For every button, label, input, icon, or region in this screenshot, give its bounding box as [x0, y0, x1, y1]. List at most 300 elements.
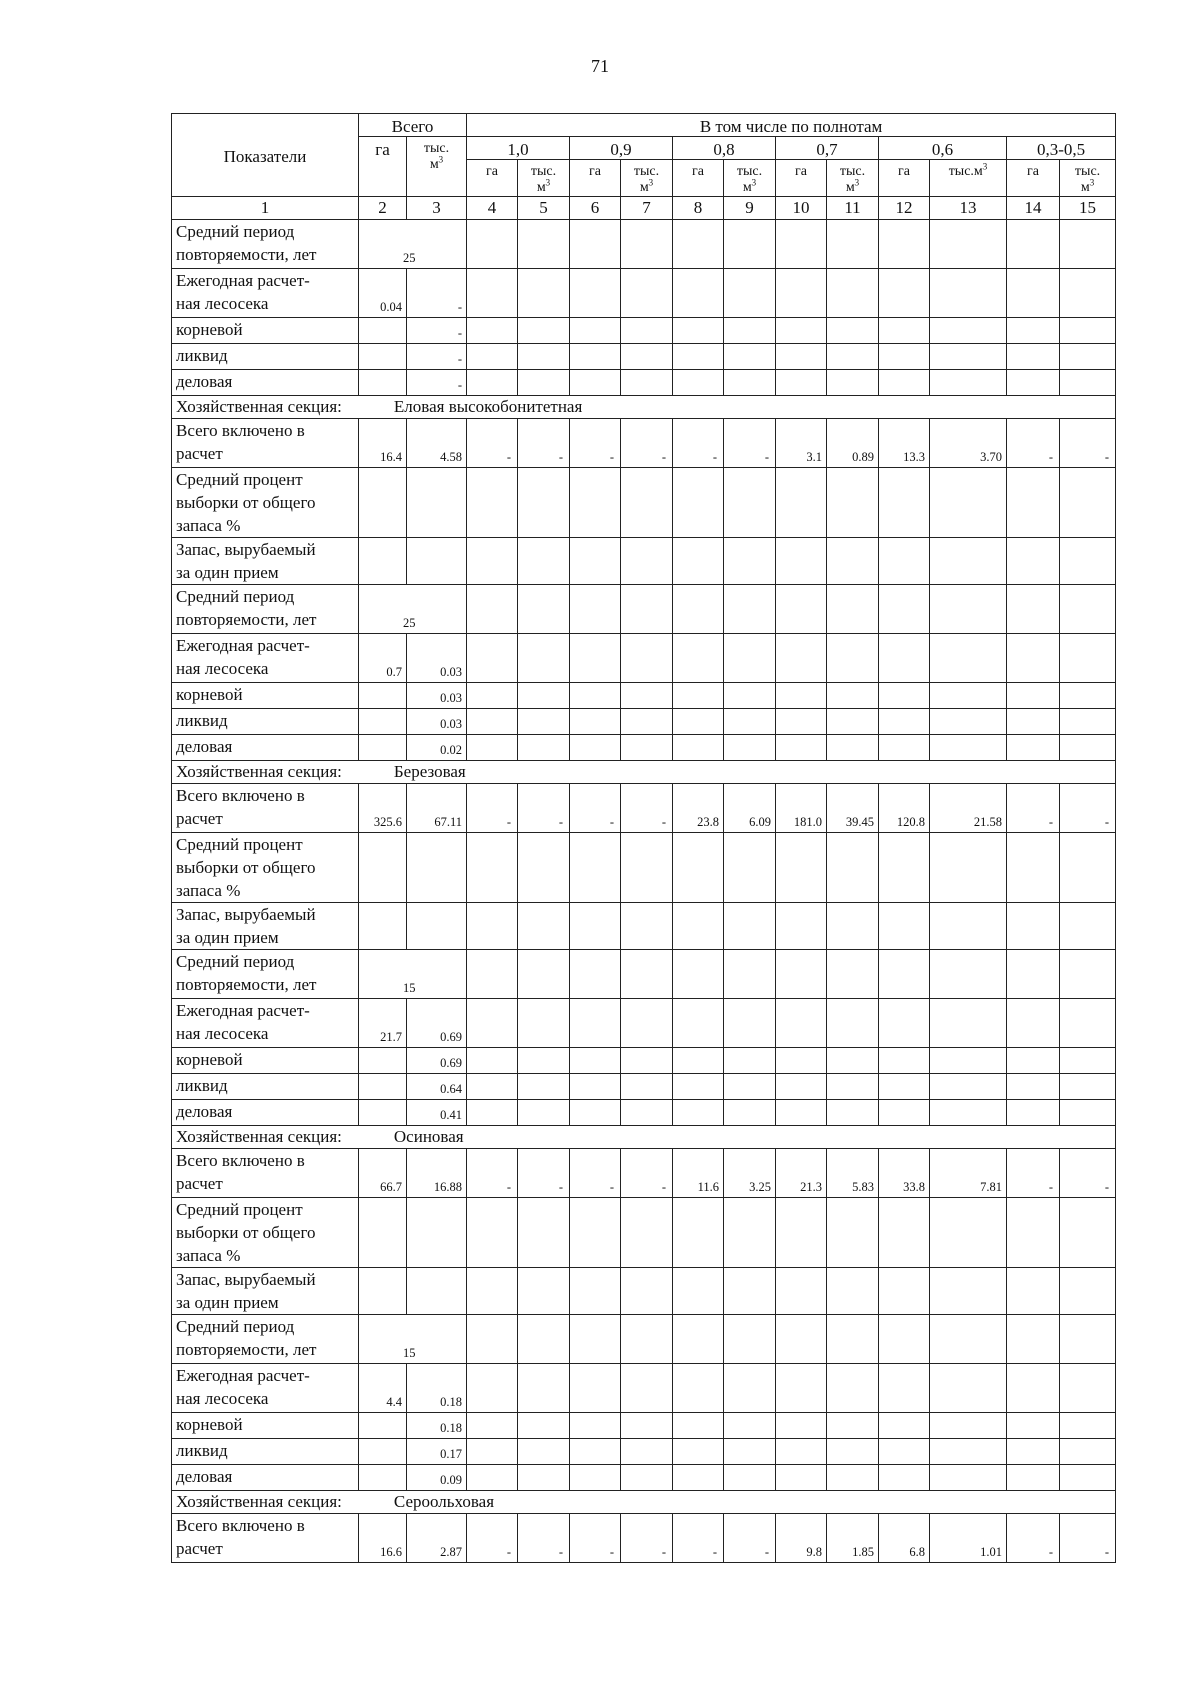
empty-cell [621, 1198, 673, 1268]
table-body [172, 220, 1116, 1563]
empty-cell [724, 1413, 776, 1439]
empty-cell [518, 318, 570, 344]
empty-cell [1007, 1100, 1060, 1126]
empty-cell [776, 833, 827, 903]
value-cell: - [724, 419, 776, 468]
value-cell: - [621, 784, 673, 833]
section-name: Березовая [393, 762, 466, 781]
period-row [172, 950, 1116, 999]
empty-cell [776, 999, 827, 1048]
empty-cell [518, 709, 570, 735]
empty-cell [673, 344, 724, 370]
empty-cell [570, 903, 621, 950]
value-cell: 6.09 [724, 784, 776, 833]
empty-cell [827, 468, 879, 538]
empty-cell [930, 1413, 1007, 1439]
period-row [172, 1315, 1116, 1364]
empty-cell [570, 735, 621, 761]
empty-cell [621, 585, 673, 634]
value-cell: 11.6 [673, 1149, 724, 1198]
empty-cell [879, 1198, 930, 1268]
empty-cell [776, 370, 827, 396]
empty-cell [518, 1074, 570, 1100]
empty-cell [827, 1100, 879, 1126]
empty-cell [879, 735, 930, 761]
empty-cell [776, 735, 827, 761]
unit-ha: га [776, 160, 827, 197]
column-number: 14 [1007, 197, 1060, 220]
row-label: Ежегодная расчет- ная лесосека [172, 269, 359, 318]
empty-cell [930, 1465, 1007, 1491]
empty-cell [724, 538, 776, 585]
empty-cell [518, 1198, 570, 1268]
empty-cell [879, 370, 930, 396]
empty-cell [879, 634, 930, 683]
empty-cell [570, 1198, 621, 1268]
forest-table [171, 113, 1116, 1563]
empty-cell [930, 344, 1007, 370]
row-label: Ежегодная расчет- ная лесосека [172, 999, 359, 1048]
value-cell: - [570, 1514, 621, 1563]
period-row [172, 585, 1116, 634]
empty-cell [930, 1198, 1007, 1268]
empty-cell [407, 1268, 467, 1315]
empty-cell [407, 1198, 467, 1268]
value-cell: 15 [359, 1315, 467, 1364]
empty-cell [776, 538, 827, 585]
header-density-2: 0,9 [570, 137, 673, 160]
header-total-m3: тыс. $м^3$ [407, 137, 467, 197]
empty-cell [1060, 735, 1116, 761]
column-numbers-row [172, 197, 1116, 220]
value-cell: - [1060, 1149, 1116, 1198]
empty-cell [673, 634, 724, 683]
empty-cell [1007, 1465, 1060, 1491]
empty-cell [359, 318, 407, 344]
section-label: Хозяйственная секция: [176, 397, 342, 416]
row-label: корневой [172, 683, 359, 709]
empty-cell [930, 903, 1007, 950]
annual-cut-row [172, 634, 1116, 683]
empty-cell [621, 634, 673, 683]
value-cell: 25 [359, 220, 467, 269]
empty-cell [1060, 683, 1116, 709]
empty-cell [570, 538, 621, 585]
section-header-row [172, 1126, 1116, 1149]
value-cell: - [570, 419, 621, 468]
empty-cell [621, 999, 673, 1048]
empty-cell [1007, 1074, 1060, 1100]
empty-cell [1060, 269, 1116, 318]
empty-cell [724, 709, 776, 735]
empty-cell [827, 318, 879, 344]
empty-cell [621, 318, 673, 344]
empty-cell [930, 1439, 1007, 1465]
empty-cell [518, 344, 570, 370]
value-cell: 4.58 [407, 419, 467, 468]
stock-row [172, 538, 1116, 585]
value-cell: 7.81 [930, 1149, 1007, 1198]
value-cell: 21.3 [776, 1149, 827, 1198]
row-label: ликвид [172, 1074, 359, 1100]
empty-cell [1060, 1465, 1116, 1491]
empty-cell [879, 538, 930, 585]
empty-cell [776, 1100, 827, 1126]
empty-cell [359, 1465, 407, 1491]
empty-cell [776, 468, 827, 538]
empty-cell [879, 1268, 930, 1315]
column-number: 10 [776, 197, 827, 220]
empty-cell [467, 1465, 518, 1491]
empty-cell [879, 220, 930, 269]
header-total: Всего [359, 114, 467, 137]
empty-cell [570, 1074, 621, 1100]
value-cell: 0.7 [359, 634, 407, 683]
value-cell: 325.6 [359, 784, 407, 833]
value-cell: 0.41 [407, 1100, 467, 1126]
empty-cell [1060, 1048, 1116, 1074]
section-header-row [172, 761, 1116, 784]
empty-cell [518, 468, 570, 538]
empty-cell [570, 1364, 621, 1413]
row-label: деловая [172, 735, 359, 761]
empty-cell [570, 683, 621, 709]
value-cell: - [621, 1149, 673, 1198]
row-label: Запас, вырубаемый за один прием [172, 538, 359, 585]
column-number: 5 [518, 197, 570, 220]
empty-cell [570, 370, 621, 396]
unit-ha: га [467, 160, 518, 197]
empty-cell [879, 318, 930, 344]
empty-cell [467, 220, 518, 269]
empty-cell [467, 735, 518, 761]
empty-cell [827, 220, 879, 269]
empty-cell [673, 1439, 724, 1465]
empty-cell [930, 1268, 1007, 1315]
empty-cell [359, 1074, 407, 1100]
included-row [172, 1149, 1116, 1198]
annual-cut-row [172, 269, 1116, 318]
empty-cell [1060, 318, 1116, 344]
row-label: Запас, вырубаемый за один прием [172, 903, 359, 950]
value-cell: 66.7 [359, 1149, 407, 1198]
empty-cell [724, 1268, 776, 1315]
empty-cell [724, 468, 776, 538]
empty-cell [621, 735, 673, 761]
value-cell: 1.85 [827, 1514, 879, 1563]
included-row [172, 784, 1116, 833]
empty-cell [407, 903, 467, 950]
root-row [172, 683, 1116, 709]
empty-cell [827, 1268, 879, 1315]
empty-cell [1060, 370, 1116, 396]
empty-cell [570, 999, 621, 1048]
empty-cell [1060, 1315, 1116, 1364]
empty-cell [570, 269, 621, 318]
annual-cut-row [172, 999, 1116, 1048]
row-label: деловая [172, 370, 359, 396]
unit-ha: га [1007, 160, 1060, 197]
empty-cell [724, 903, 776, 950]
empty-cell [930, 709, 1007, 735]
row-label: корневой [172, 1048, 359, 1074]
empty-cell [879, 1100, 930, 1126]
empty-cell [359, 903, 407, 950]
business-row [172, 1100, 1116, 1126]
unit-ha: га [673, 160, 724, 197]
value-cell: 0.09 [407, 1465, 467, 1491]
empty-cell [518, 950, 570, 999]
empty-cell [621, 1315, 673, 1364]
empty-cell [827, 1198, 879, 1268]
column-number: 9 [724, 197, 776, 220]
empty-cell [827, 344, 879, 370]
value-cell: 0.03 [407, 709, 467, 735]
empty-cell [827, 735, 879, 761]
empty-cell [1060, 1268, 1116, 1315]
empty-cell [724, 269, 776, 318]
empty-cell [359, 370, 407, 396]
value-cell: 0.04 [359, 269, 407, 318]
header-density-4: 0,7 [776, 137, 879, 160]
empty-cell [1060, 585, 1116, 634]
section-name: Сероольховая [393, 1492, 495, 1511]
empty-cell [518, 538, 570, 585]
empty-cell [827, 903, 879, 950]
empty-cell [879, 1364, 930, 1413]
empty-cell [359, 683, 407, 709]
empty-cell [407, 833, 467, 903]
row-label: деловая [172, 1465, 359, 1491]
empty-cell [570, 1048, 621, 1074]
section-label: Хозяйственная секция: [176, 762, 342, 781]
empty-cell [673, 950, 724, 999]
empty-cell [570, 1315, 621, 1364]
empty-cell [724, 999, 776, 1048]
value-cell: - [467, 1149, 518, 1198]
empty-cell [879, 903, 930, 950]
empty-cell [621, 370, 673, 396]
empty-cell [1007, 318, 1060, 344]
empty-cell [776, 1439, 827, 1465]
empty-cell [879, 1439, 930, 1465]
empty-cell [724, 344, 776, 370]
empty-cell [359, 468, 407, 538]
value-cell: - [1060, 419, 1116, 468]
empty-cell [930, 538, 1007, 585]
value-cell: - [1060, 784, 1116, 833]
empty-cell [518, 1439, 570, 1465]
empty-cell [467, 833, 518, 903]
pct-row [172, 468, 1116, 538]
value-cell: - [518, 419, 570, 468]
empty-cell [1007, 999, 1060, 1048]
empty-cell [827, 538, 879, 585]
empty-cell [621, 709, 673, 735]
value-cell: 16.88 [407, 1149, 467, 1198]
empty-cell [776, 1198, 827, 1268]
empty-cell [570, 1439, 621, 1465]
value-cell: - [518, 1514, 570, 1563]
empty-cell [1060, 950, 1116, 999]
value-cell: - [407, 370, 467, 396]
value-cell: 0.69 [407, 999, 467, 1048]
empty-cell [467, 370, 518, 396]
column-number: 7 [621, 197, 673, 220]
empty-cell [467, 1315, 518, 1364]
empty-cell [621, 903, 673, 950]
empty-cell [776, 634, 827, 683]
empty-cell [1060, 1198, 1116, 1268]
empty-cell [1007, 468, 1060, 538]
empty-cell [467, 903, 518, 950]
empty-cell [673, 1048, 724, 1074]
empty-cell [879, 1465, 930, 1491]
value-cell: 21.58 [930, 784, 1007, 833]
empty-cell [673, 709, 724, 735]
empty-cell [359, 833, 407, 903]
empty-cell [1060, 538, 1116, 585]
row-label: корневой [172, 1413, 359, 1439]
value-cell: 1.01 [930, 1514, 1007, 1563]
empty-cell [1007, 1413, 1060, 1439]
empty-cell [930, 1364, 1007, 1413]
row-label: Всего включено в расчет [172, 1514, 359, 1563]
empty-cell [930, 999, 1007, 1048]
value-cell: - [621, 419, 673, 468]
liquid-row [172, 709, 1116, 735]
empty-cell [621, 538, 673, 585]
empty-cell [930, 269, 1007, 318]
empty-cell [621, 1048, 673, 1074]
empty-cell [879, 999, 930, 1048]
empty-cell [1060, 833, 1116, 903]
empty-cell [724, 220, 776, 269]
value-cell: 6.8 [879, 1514, 930, 1563]
empty-cell [1060, 1364, 1116, 1413]
stock-row [172, 1268, 1116, 1315]
header-indicators: Показатели [172, 114, 359, 197]
empty-cell [1007, 1198, 1060, 1268]
value-cell: - [1007, 1149, 1060, 1198]
empty-cell [1060, 903, 1116, 950]
empty-cell [570, 950, 621, 999]
empty-cell [879, 344, 930, 370]
empty-cell [1060, 634, 1116, 683]
empty-cell [518, 1048, 570, 1074]
empty-cell [673, 1074, 724, 1100]
column-number: 2 [359, 197, 407, 220]
value-cell: 15 [359, 950, 467, 999]
empty-cell [467, 1074, 518, 1100]
value-cell: 25 [359, 585, 467, 634]
value-cell: - [1060, 1514, 1116, 1563]
empty-cell [776, 1315, 827, 1364]
root-row [172, 1413, 1116, 1439]
empty-cell [724, 1315, 776, 1364]
empty-cell [827, 1315, 879, 1364]
value-cell: - [1007, 419, 1060, 468]
header-by-density: В том числе по полнотам [467, 114, 1116, 137]
value-cell: 3.1 [776, 419, 827, 468]
value-cell: 3.70 [930, 419, 1007, 468]
empty-cell [518, 1413, 570, 1439]
empty-cell [827, 1439, 879, 1465]
liquid-row [172, 1074, 1116, 1100]
empty-cell [1007, 634, 1060, 683]
empty-cell [570, 468, 621, 538]
root-row [172, 1048, 1116, 1074]
empty-cell [621, 1100, 673, 1126]
empty-cell [467, 1413, 518, 1439]
empty-cell [724, 833, 776, 903]
empty-cell [827, 950, 879, 999]
annual-cut-row [172, 1364, 1116, 1413]
empty-cell [827, 269, 879, 318]
empty-cell [1060, 1439, 1116, 1465]
empty-cell [621, 1268, 673, 1315]
empty-cell [930, 370, 1007, 396]
empty-cell [930, 1315, 1007, 1364]
empty-cell [518, 1465, 570, 1491]
empty-cell [570, 1100, 621, 1126]
empty-cell [518, 1100, 570, 1126]
empty-cell [673, 370, 724, 396]
header-density-1: 1,0 [467, 137, 570, 160]
empty-cell [1007, 344, 1060, 370]
empty-cell [570, 1465, 621, 1491]
empty-cell [827, 833, 879, 903]
empty-cell [724, 1465, 776, 1491]
empty-cell [930, 318, 1007, 344]
empty-cell [1007, 735, 1060, 761]
empty-cell [776, 709, 827, 735]
value-cell: 120.8 [879, 784, 930, 833]
empty-cell [467, 1100, 518, 1126]
empty-cell [827, 1413, 879, 1439]
value-cell: - [1007, 1514, 1060, 1563]
empty-cell [407, 468, 467, 538]
column-number: 8 [673, 197, 724, 220]
page-number: 71 [591, 56, 609, 76]
empty-cell [673, 833, 724, 903]
row-label: Всего включено в расчет [172, 1149, 359, 1198]
empty-cell [776, 344, 827, 370]
empty-cell [1007, 370, 1060, 396]
value-cell: 21.7 [359, 999, 407, 1048]
empty-cell [879, 683, 930, 709]
empty-cell [673, 468, 724, 538]
unit-ha: га [570, 160, 621, 197]
row-label: корневой [172, 318, 359, 344]
empty-cell [467, 468, 518, 538]
value-cell: - [467, 1514, 518, 1563]
empty-cell [518, 999, 570, 1048]
value-cell: - [673, 419, 724, 468]
empty-cell [879, 468, 930, 538]
empty-cell [930, 1100, 1007, 1126]
empty-cell [673, 999, 724, 1048]
empty-cell [518, 220, 570, 269]
row-label: Средний процент выборки от общего запаса % [172, 468, 359, 538]
empty-cell [930, 220, 1007, 269]
empty-cell [930, 950, 1007, 999]
value-cell: 16.4 [359, 419, 407, 468]
empty-cell [724, 634, 776, 683]
column-number: 3 [407, 197, 467, 220]
value-cell: 0.89 [827, 419, 879, 468]
value-cell: - [467, 419, 518, 468]
